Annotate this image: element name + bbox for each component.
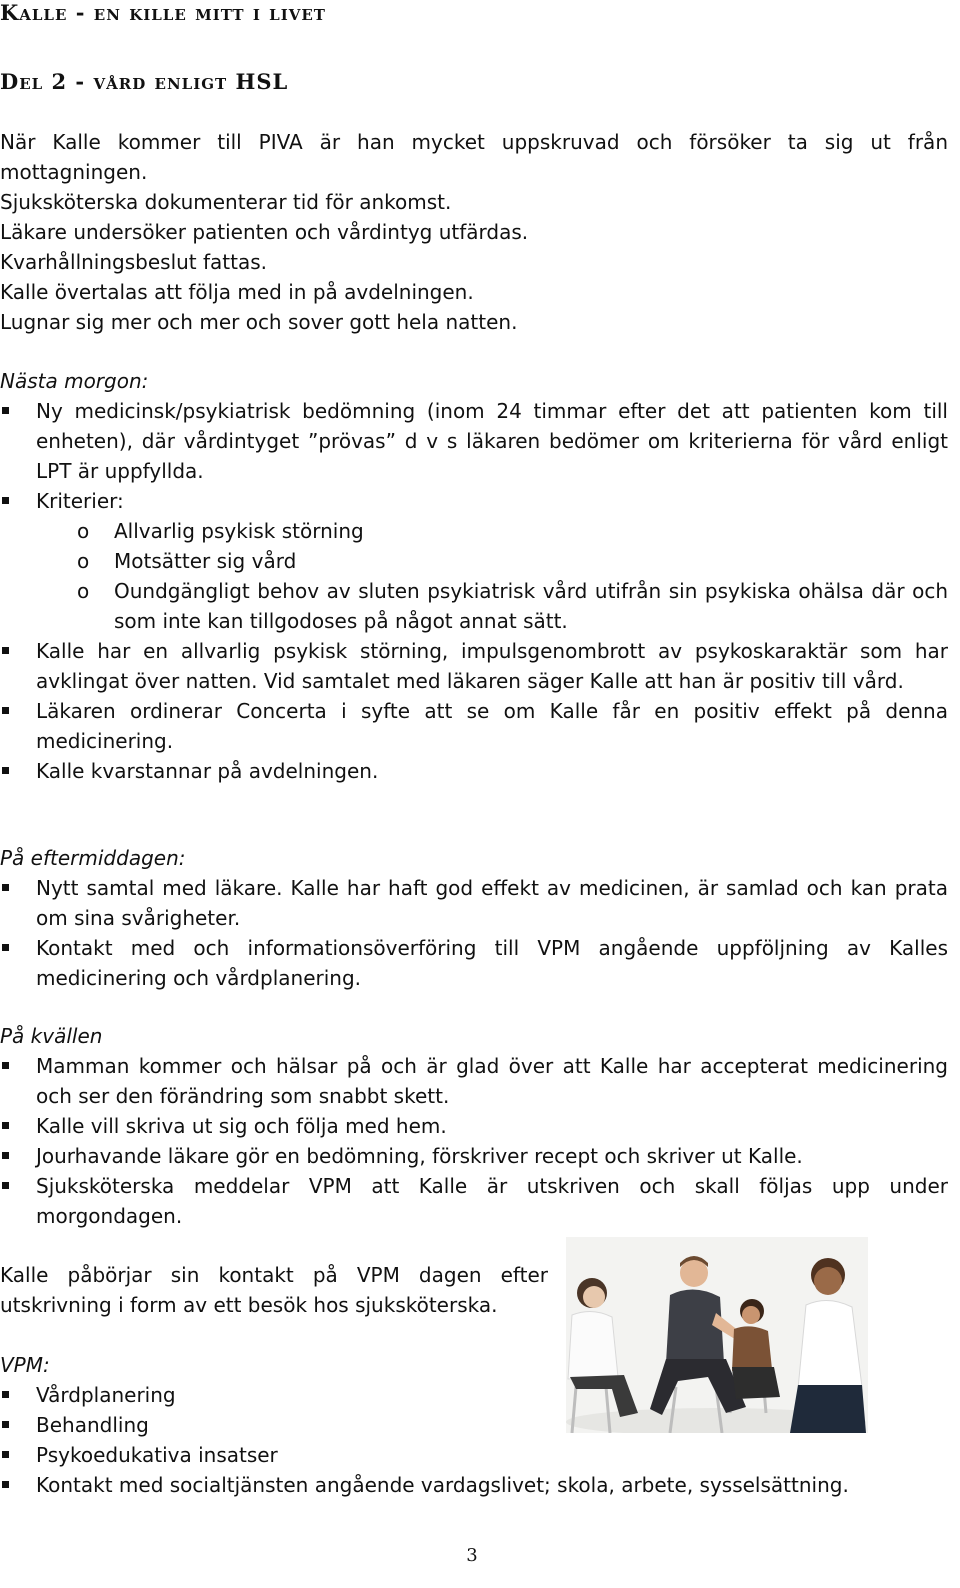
square-bullet-icon <box>2 407 9 414</box>
square-bullet-icon <box>2 707 9 714</box>
square-bullet-icon <box>2 1421 9 1428</box>
circle-bullet-icon: o <box>77 579 90 603</box>
list-item <box>0 1470 948 1500</box>
list-item <box>0 1171 948 1231</box>
circle-bullet-icon: o <box>77 549 90 573</box>
intro-line: Kalle övertalas att följa med in på avdelningen. <box>0 280 474 304</box>
afternoon-heading: På eftermiddagen: <box>0 846 186 870</box>
next-morning-heading: Nästa morgon: <box>0 369 149 393</box>
list-item-text: Kontakt med och informationsöverföring till VPM angående uppföljning av Kalles medicinering och vårdplanering. <box>36 936 948 990</box>
list-item-text: Jourhavande läkare gör en bedömning, förskriver recept och skriver ut Kalle. <box>36 1144 803 1168</box>
square-bullet-icon <box>2 767 9 774</box>
list-item-text: Behandling <box>36 1413 149 1437</box>
list-item-text: Ny medicinsk/psykiatrisk bedömning (inom 24 timmar efter det att patienten kom till enheten), där vårdintyget ”prövas” d v s läkaren bedömer om kriterierna för vård enligt LPT är uppfyllda. <box>36 399 948 483</box>
list-item <box>0 486 948 636</box>
list-item-text: Vårdplanering <box>36 1383 176 1407</box>
intro-paragraph <box>0 127 948 337</box>
list-item <box>0 873 948 933</box>
vpm-heading: VPM: <box>0 1353 50 1377</box>
intro-line: Kvarhållningsbeslut fattas. <box>0 250 268 274</box>
afternoon-list <box>0 873 948 993</box>
list-item <box>0 1380 948 1410</box>
square-bullet-icon <box>2 1391 9 1398</box>
list-item-text: Psykoedukativa insatser <box>36 1443 278 1467</box>
intro-line: Sjuksköterska dokumenterar tid för ankomst. <box>0 190 452 214</box>
square-bullet-icon <box>2 944 9 951</box>
criteria-item <box>0 516 948 546</box>
list-item-text: Kontakt med socialtjänsten angående vardagslivet; skola, arbete, sysselsättning. <box>36 1473 849 1497</box>
list-item-text: Sjuksköterska meddelar VPM att Kalle är utskriven och skall följas upp under morgondagen. <box>36 1174 948 1228</box>
list-item <box>0 1410 948 1440</box>
list-item-text: Kalle vill skriva ut sig och följa med hem. <box>36 1114 447 1138</box>
document-title: Kalle - en kille mitt i livet <box>0 0 326 25</box>
section-title: Del 2 - vård enligt HSL <box>0 69 289 94</box>
list-item-text: Kalle har en allvarlig psykisk störning, impulsgenombrott av psykoskaraktär som har avklingat över natten. Vid samtalet med läkaren säger Kalle att han är positiv till vård. <box>36 639 948 693</box>
square-bullet-icon <box>2 1152 9 1159</box>
square-bullet-icon <box>2 647 9 654</box>
criteria-item <box>0 546 948 576</box>
intro-line: Lugnar sig mer och mer och sover gott hela natten. <box>0 310 518 334</box>
square-bullet-icon <box>2 1062 9 1069</box>
list-item-text: Kriterier: <box>36 489 124 513</box>
vpm-list <box>0 1380 948 1500</box>
criteria-item-text: Oundgängligt behov av sluten psykiatrisk vård utifrån sin psykiska ohälsa där och som inte kan tillgodoses på något annat sätt. <box>114 579 948 633</box>
square-bullet-icon <box>2 1451 9 1458</box>
list-item-text: Läkaren ordinerar Concerta i syfte att se om Kalle får en positiv effekt på denna medicinering. <box>36 699 948 753</box>
list-item-text: Mamman kommer och hälsar på och är glad över att Kalle har accepterat medicinering och ser den förändring som snabbt skett. <box>36 1054 948 1108</box>
page-number: 3 <box>466 1545 478 1566</box>
list-item <box>0 696 948 756</box>
list-item <box>0 933 948 993</box>
circle-bullet-icon: o <box>77 519 90 543</box>
square-bullet-icon <box>2 1182 9 1189</box>
list-item <box>0 636 948 696</box>
list-item <box>0 396 948 486</box>
square-bullet-icon <box>2 1122 9 1129</box>
criteria-list <box>0 516 948 636</box>
square-bullet-icon <box>2 497 9 504</box>
next-morning-list <box>0 396 948 786</box>
list-item-text: Kalle kvarstannar på avdelningen. <box>36 759 379 783</box>
evening-list <box>0 1051 948 1231</box>
list-item <box>0 1111 948 1141</box>
list-item <box>0 1051 948 1111</box>
criteria-item-text: Allvarlig psykisk störning <box>114 519 364 543</box>
list-item <box>0 1440 948 1470</box>
square-bullet-icon <box>2 1481 9 1488</box>
intro-line: Läkare undersöker patienten och vårdintyg utfärdas. <box>0 220 529 244</box>
vpm-contact-paragraph: Kalle påbörjar sin kontakt på VPM dagen efter utskrivning i form av ett besök hos sjuksköterska. <box>0 1263 548 1317</box>
criteria-item <box>0 576 948 636</box>
intro-line: När Kalle kommer till PIVA är han mycket uppskruvad och försöker ta sig ut från mottagningen. <box>0 130 948 184</box>
evening-heading: På kvällen <box>0 1024 103 1048</box>
list-item-text: Nytt samtal med läkare. Kalle har haft god effekt av medicinen, är samlad och kan prata om sina svårigheter. <box>36 876 948 930</box>
list-item <box>0 1141 948 1171</box>
list-item <box>0 756 948 786</box>
square-bullet-icon <box>2 884 9 891</box>
criteria-item-text: Motsätter sig vård <box>114 549 297 573</box>
